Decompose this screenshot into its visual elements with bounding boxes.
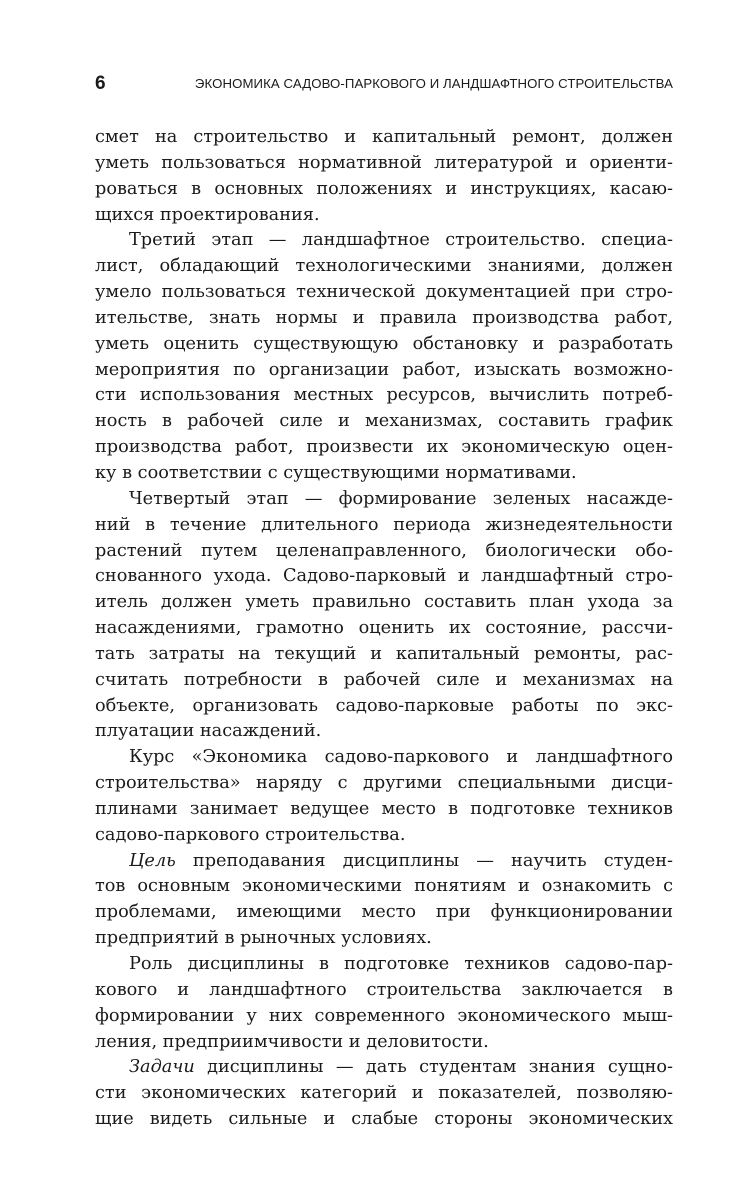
text-line: строительства» наряду с другими специальными дисци- xyxy=(95,773,673,794)
text-line: лист, обладающий технологическими знаниями, должен xyxy=(95,256,673,277)
text-line: плуатации насаждений. xyxy=(95,721,322,742)
text-line: уметь пользоваться нормативной литературой и ориенти- xyxy=(95,152,673,173)
text-fragment: дисциплины — дать студентам знания сущно- xyxy=(194,1057,673,1078)
text-line: щие видеть сильные и слабые стороны экономических xyxy=(95,1109,673,1130)
text-line: Третий этап — ландшафтное строительство. специа- xyxy=(129,230,673,251)
text-line: щихся проектирования. xyxy=(95,204,320,225)
paragraph xyxy=(95,849,673,952)
text-line: кового и ландшафтного строительства заключается в xyxy=(95,979,673,1000)
paragraph xyxy=(95,228,673,486)
paragraph xyxy=(95,1055,673,1133)
text-line: ления, предприимчивости и деловитости. xyxy=(95,1031,489,1052)
emphasis-term: Задачи xyxy=(129,1057,195,1078)
text-line: роваться в основных положениях и инструкциях, касаю- xyxy=(95,178,673,199)
page-number: 6 xyxy=(95,73,106,94)
text-line: Роль дисциплины в подготовке техников садово-пар- xyxy=(129,954,673,974)
text-line: ку в соответствии с существующими нормативами. xyxy=(95,462,577,483)
paragraph xyxy=(95,125,673,228)
text-fragment: преподавания дисциплины — научить студен- xyxy=(175,850,673,871)
page-body xyxy=(95,125,673,1133)
text-line: Курс «Экономика садово-паркового и ландшафтного xyxy=(129,747,673,768)
text-line: итель должен уметь правильно составить план ухода за xyxy=(95,592,673,613)
text-line xyxy=(95,849,673,875)
text-line: Четвертый этап — формирование зеленых насажде- xyxy=(129,488,673,509)
running-title: ЭКОНОМИКА САДОВО-ПАРКОВОГО И ЛАНДШАФТНОГО СТРОИТЕЛЬСТВА xyxy=(194,76,673,91)
paragraph xyxy=(95,487,673,745)
text-line: тать затраты на текущий и капитальный ремонты, рас- xyxy=(95,643,673,664)
text-line: предприятий в рыночных условиях. xyxy=(95,928,432,949)
text-line: умело пользоваться технической документацией при стро- xyxy=(95,282,673,303)
text-line: формировании у них современного экономического мыш- xyxy=(95,1005,673,1026)
text-line: сти экономических категорий и показателей, позволяю- xyxy=(95,1083,673,1104)
text-line xyxy=(95,1055,673,1081)
text-line: уметь оценить существующую обстановку и разработать xyxy=(95,333,673,354)
page-header xyxy=(95,72,673,96)
text-line: мероприятия по организации работ, изыскать возможно- xyxy=(95,359,673,380)
text-line: производства работ, произвести их экономическую оцен- xyxy=(95,437,673,458)
text-line: проблемами, имеющими место при функционировании xyxy=(95,902,673,923)
text-line: ность в рабочей силе и механизмах, составить график xyxy=(95,411,673,432)
paragraph xyxy=(95,952,673,1055)
text-line: тов основным экономическими понятиям и ознакомить с xyxy=(95,876,673,897)
text-line: садово-паркового строительства. xyxy=(95,824,406,845)
text-line: считать потребности в рабочей силе и механизмах на xyxy=(95,669,673,690)
text-line: ительстве, знать нормы и правила производства работ, xyxy=(95,307,673,328)
text-line: снованного ухода. Садово-парковый и ландшафтный стро- xyxy=(95,566,673,587)
text-line: объекте, организовать садово-парковые работы по экс- xyxy=(95,695,673,716)
text-line: смет на строительство и капитальный ремонт, должен xyxy=(95,127,673,147)
paragraph xyxy=(95,745,673,848)
text-line: ний в течение длительного периода жизнедеятельности xyxy=(95,514,673,535)
text-line: плинами занимает ведущее место в подготовке техников xyxy=(95,798,673,819)
text-line: насаждениями, грамотно оценить их состояние, рассчи- xyxy=(95,618,673,639)
emphasis-term: Цель xyxy=(129,850,176,871)
text-line: растений путем целенаправленного, биологически обо- xyxy=(95,540,673,561)
text-line: сти использования местных ресурсов, вычислить потреб- xyxy=(95,385,673,406)
